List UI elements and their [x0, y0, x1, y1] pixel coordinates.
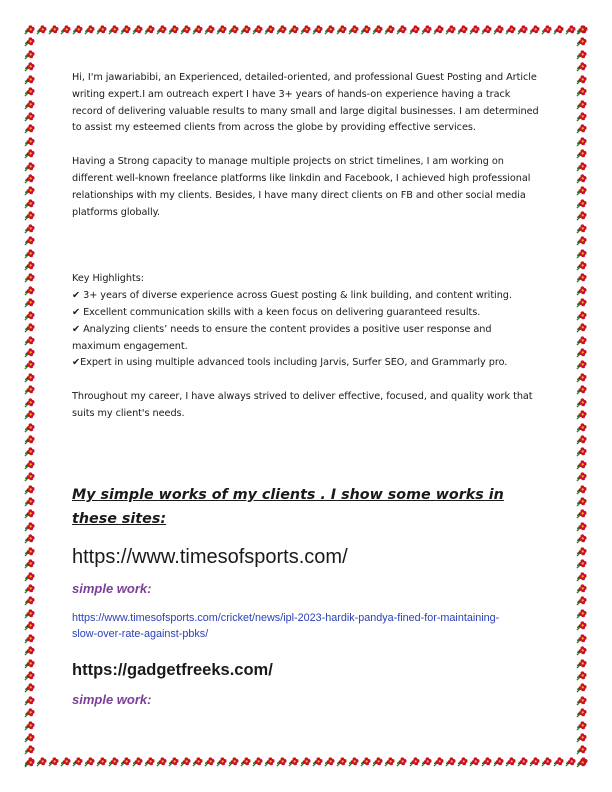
flower-icon: [576, 595, 587, 606]
flower-icon: [24, 185, 35, 196]
flower-icon: [144, 756, 155, 767]
flower-icon: [24, 248, 35, 259]
flower-icon: [576, 546, 587, 557]
flower-icon: [24, 260, 35, 271]
flower-icon: [60, 24, 71, 35]
flower-icon: [312, 24, 323, 35]
flower-icon: [72, 756, 83, 767]
flower-icon: [576, 198, 587, 209]
flower-icon: [192, 24, 203, 35]
flower-icon: [576, 583, 587, 594]
flower-icon: [24, 136, 35, 147]
flower-icon: [24, 571, 35, 582]
flower-icon: [445, 756, 456, 767]
flower-border-left: [24, 24, 36, 768]
flower-icon: [576, 248, 587, 259]
flower-icon: [517, 24, 528, 35]
flower-icon: [493, 24, 504, 35]
flower-icon: [433, 756, 444, 767]
flower-icon: [24, 335, 35, 346]
flower-icon: [24, 633, 35, 644]
flower-icon: [216, 756, 227, 767]
flower-icon: [576, 185, 587, 196]
flower-icon: [240, 756, 251, 767]
highlight-item: ✔ Analyzing clients’ needs to ensure the content provides a positive user response and maximum engagement.: [72, 323, 492, 352]
flower-icon: [576, 99, 587, 110]
flower-icon: [541, 756, 552, 767]
flower-icon: [517, 756, 528, 767]
highlight-item: ✔ Excellent communication skills with a keen focus on delivering guaranteed results.: [72, 306, 481, 318]
flower-icon: [24, 682, 35, 693]
flower-icon: [553, 756, 564, 767]
flower-icon: [421, 756, 432, 767]
flower-icon: [505, 756, 516, 767]
flower-icon: [60, 756, 71, 767]
flower-icon: [576, 558, 587, 569]
flower-icon: [576, 235, 587, 246]
flower-icon: [576, 322, 587, 333]
flower-icon: [132, 24, 143, 35]
flower-icon: [204, 24, 215, 35]
flower-icon: [469, 756, 480, 767]
flower-icon: [120, 24, 131, 35]
flower-icon: [324, 756, 335, 767]
flower-icon: [24, 359, 35, 370]
flower-icon: [108, 24, 119, 35]
flower-icon: [576, 310, 587, 321]
flower-icon: [300, 24, 311, 35]
flower-icon: [24, 372, 35, 383]
flower-icon: [576, 757, 587, 768]
flower-icon: [421, 24, 432, 35]
flower-icon: [336, 756, 347, 767]
flower-icon: [24, 347, 35, 358]
flower-icon: [576, 223, 587, 234]
flower-icon: [576, 720, 587, 731]
flower-icon: [576, 210, 587, 221]
flower-icon: [312, 756, 323, 767]
flower-icon: [24, 695, 35, 706]
flower-icon: [576, 732, 587, 743]
flower-icon: [24, 86, 35, 97]
flower-icon: [24, 49, 35, 60]
flower-icon: [576, 620, 587, 631]
flower-icon: [576, 347, 587, 358]
flower-icon: [576, 397, 587, 408]
flower-icon: [360, 756, 371, 767]
simple-work-label: simple work:: [72, 580, 152, 596]
flower-icon: [300, 756, 311, 767]
flower-icon: [24, 223, 35, 234]
flower-icon: [24, 173, 35, 184]
flower-icon: [24, 720, 35, 731]
flower-icon: [576, 533, 587, 544]
flower-icon: [576, 508, 587, 519]
flower-icon: [24, 546, 35, 557]
flower-icon: [384, 756, 395, 767]
flower-icon: [576, 422, 587, 433]
flower-icon: [348, 756, 359, 767]
flower-icon: [576, 111, 587, 122]
closing-paragraph: Throughout my career, I have always strived to deliver effective, focused, and quality work that suits my client's needs.: [72, 391, 533, 419]
flower-icon: [204, 756, 215, 767]
flower-icon: [24, 434, 35, 445]
flower-icon: [576, 372, 587, 383]
flower-icon: [96, 24, 107, 35]
flower-icon: [457, 24, 468, 35]
flower-icon: [481, 756, 492, 767]
flower-icon: [72, 24, 83, 35]
flower-icon: [576, 695, 587, 706]
site-url-timesofsports[interactable]: https://www.timesofsports.com/: [72, 545, 348, 568]
flower-icon: [576, 123, 587, 134]
flower-icon: [24, 484, 35, 495]
flower-icon: [433, 24, 444, 35]
flower-icon: [396, 24, 407, 35]
flower-icon: [576, 272, 587, 283]
flower-icon: [24, 496, 35, 507]
flower-icon: [372, 24, 383, 35]
flower-icon: [576, 359, 587, 370]
flower-icon: [576, 36, 587, 47]
flower-icon: [576, 484, 587, 495]
flower-icon: [24, 446, 35, 457]
sample-work-link[interactable]: https://www.timesofsports.com/cricket/news/ipl-2023-hardik-pandya-fined-for-maintaining-slow-over-rate-against-pbks/: [72, 611, 500, 640]
flower-icon: [24, 161, 35, 172]
flower-icon: [576, 285, 587, 296]
flower-icon: [565, 24, 576, 35]
flower-icon: [228, 756, 239, 767]
flower-icon: [168, 24, 179, 35]
flower-icon: [24, 459, 35, 470]
flower-icon: [36, 756, 47, 767]
flower-icon: [529, 24, 540, 35]
flower-icon: [576, 446, 587, 457]
flower-icon: [529, 756, 540, 767]
flower-icon: [336, 24, 347, 35]
flower-icon: [324, 24, 335, 35]
flower-icon: [576, 459, 587, 470]
flower-border-right: [576, 24, 588, 768]
flower-icon: [48, 756, 59, 767]
flower-icon: [372, 756, 383, 767]
flower-border-bottom: [24, 756, 588, 768]
flower-icon: [228, 24, 239, 35]
flower-icon: [84, 756, 95, 767]
flower-icon: [192, 756, 203, 767]
flower-icon: [168, 756, 179, 767]
flower-icon: [24, 74, 35, 85]
flower-icon: [24, 123, 35, 134]
flower-icon: [553, 24, 564, 35]
flower-icon: [24, 533, 35, 544]
flower-icon: [264, 24, 275, 35]
flower-icon: [576, 86, 587, 97]
site-url-gadgetfreeks[interactable]: https://gadgetfreeks.com/: [72, 660, 273, 679]
flower-icon: [24, 707, 35, 718]
flower-icon: [24, 595, 35, 606]
simple-work-label: simple work:: [72, 691, 152, 707]
flower-icon: [156, 24, 167, 35]
flower-icon: [505, 24, 516, 35]
works-heading: My simple works of my clients . I show some works in these sites:: [72, 486, 504, 527]
flower-icon: [565, 756, 576, 767]
flower-icon: [409, 24, 420, 35]
flower-icon: [445, 24, 456, 35]
flower-icon: [24, 24, 35, 35]
flower-icon: [576, 496, 587, 507]
flower-icon: [24, 36, 35, 47]
flower-icon: [276, 756, 287, 767]
flower-icon: [252, 756, 263, 767]
flower-icon: [48, 24, 59, 35]
flower-icon: [24, 521, 35, 532]
highlights-title: Key Highlights:: [72, 273, 144, 285]
flower-icon: [409, 756, 420, 767]
flower-icon: [576, 633, 587, 644]
flower-icon: [84, 24, 95, 35]
flower-icon: [24, 397, 35, 408]
flower-icon: [576, 670, 587, 681]
flower-icon: [24, 99, 35, 110]
flower-icon: [576, 260, 587, 271]
flower-icon: [24, 558, 35, 569]
flower-icon: [144, 24, 155, 35]
flower-icon: [24, 310, 35, 321]
flower-icon: [252, 24, 263, 35]
flower-icon: [120, 756, 131, 767]
flower-icon: [576, 707, 587, 718]
highlight-item: ✔Expert in using multiple advanced tools including Jarvis, Surfer SEO, and Grammarly pro.: [72, 357, 508, 369]
flower-icon: [576, 658, 587, 669]
flower-icon: [216, 24, 227, 35]
flower-icon: [24, 148, 35, 159]
flower-icon: [576, 744, 587, 755]
flower-icon: [576, 335, 587, 346]
flower-icon: [576, 471, 587, 482]
flower-icon: [24, 210, 35, 221]
flower-icon: [288, 756, 299, 767]
flower-icon: [24, 235, 35, 246]
flower-icon: [24, 757, 35, 768]
flower-icon: [24, 272, 35, 283]
flower-icon: [576, 682, 587, 693]
flower-icon: [576, 136, 587, 147]
flower-icon: [384, 24, 395, 35]
flower-icon: [108, 756, 119, 767]
flower-border-top: [24, 24, 588, 36]
flower-icon: [576, 409, 587, 420]
flower-icon: [493, 756, 504, 767]
flower-icon: [180, 24, 191, 35]
flower-icon: [24, 384, 35, 395]
flower-icon: [24, 670, 35, 681]
flower-icon: [576, 645, 587, 656]
flower-icon: [24, 198, 35, 209]
flower-icon: [481, 24, 492, 35]
flower-icon: [24, 608, 35, 619]
flower-icon: [24, 471, 35, 482]
flower-icon: [576, 297, 587, 308]
intro-paragraph-2: Having a Strong capacity to manage multiple projects on strict timelines, I am working on different well-known freelance platforms like linkdin and Facebook, I achieved high professional relationships with my clients. Besides, I have many direct clients on FB and other social media platforms globally.: [72, 156, 531, 218]
document-content: [72, 70, 542, 709]
flower-icon: [24, 409, 35, 420]
flower-icon: [36, 24, 47, 35]
flower-icon: [541, 24, 552, 35]
flower-icon: [576, 521, 587, 532]
flower-icon: [276, 24, 287, 35]
flower-icon: [576, 608, 587, 619]
flower-icon: [24, 61, 35, 72]
flower-icon: [576, 571, 587, 582]
flower-icon: [24, 285, 35, 296]
flower-icon: [576, 173, 587, 184]
flower-icon: [576, 434, 587, 445]
flower-icon: [576, 384, 587, 395]
flower-icon: [240, 24, 251, 35]
flower-icon: [396, 756, 407, 767]
flower-icon: [24, 422, 35, 433]
flower-icon: [24, 111, 35, 122]
flower-icon: [348, 24, 359, 35]
flower-icon: [576, 61, 587, 72]
flower-icon: [576, 49, 587, 60]
flower-icon: [24, 583, 35, 594]
flower-icon: [288, 24, 299, 35]
flower-icon: [24, 297, 35, 308]
flower-icon: [24, 658, 35, 669]
flower-icon: [24, 744, 35, 755]
flower-icon: [24, 620, 35, 631]
flower-icon: [576, 148, 587, 159]
flower-icon: [264, 756, 275, 767]
flower-icon: [96, 756, 107, 767]
flower-icon: [132, 756, 143, 767]
flower-icon: [576, 74, 587, 85]
intro-paragraph-1: Hi, I'm jawariabibi, an Experienced, detailed-oriented, and professional Guest Posting and Article writing expert.I am outreach expert I have 3+ years of hands-on experience having a track record of delivering valuable results to many small and large digital businesses. I am determined to assist my esteemed clients from across the globe by providing effective services.: [72, 72, 539, 134]
flower-icon: [24, 645, 35, 656]
flower-icon: [180, 756, 191, 767]
flower-icon: [24, 732, 35, 743]
flower-icon: [360, 24, 371, 35]
flower-icon: [457, 756, 468, 767]
flower-icon: [576, 161, 587, 172]
flower-icon: [469, 24, 480, 35]
flower-icon: [24, 508, 35, 519]
highlight-item: ✔ 3+ years of diverse experience across Guest posting & link building, and content writing.: [72, 290, 512, 302]
flower-icon: [24, 322, 35, 333]
flower-icon: [156, 756, 167, 767]
flower-icon: [576, 24, 587, 35]
